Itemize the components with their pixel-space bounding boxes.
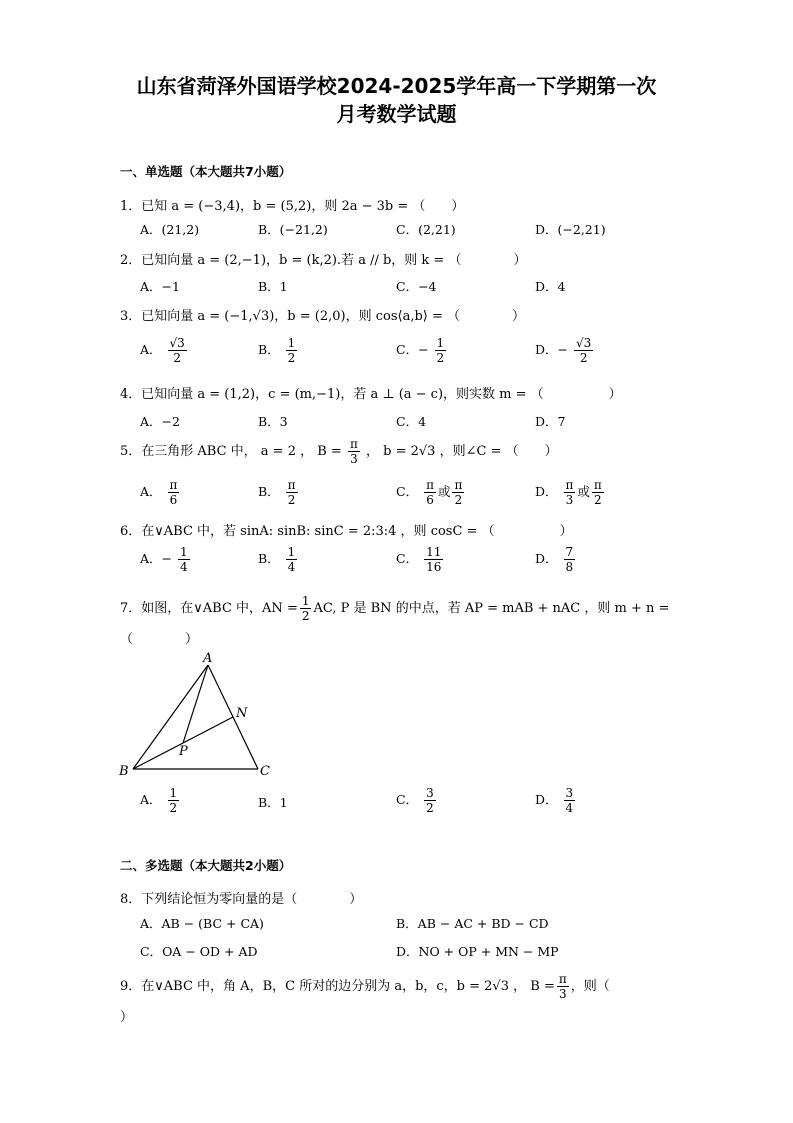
q7-stem-a: 7．如图，在∨ABC 中，AN =: [120, 601, 298, 616]
q3-d-num: √3: [576, 336, 592, 350]
q6-b-letter: B．: [258, 551, 280, 566]
q5-d1-num: π: [565, 478, 574, 492]
q5-c1-num: π: [426, 478, 434, 492]
q7-a-letter: A．: [140, 792, 162, 807]
q5-d-fraction-2: [592, 478, 604, 507]
q6-b-fraction: [286, 545, 298, 574]
q5-c2-num: π: [454, 478, 463, 492]
q2-option-b: B．1: [258, 279, 288, 294]
q3-a-letter: A．: [140, 342, 162, 357]
question-3-stem: 3．已知向量 a = (−1,√3)，b = (2,0)，则 cos⟨a,b⟩ = （ ）: [120, 309, 526, 324]
question-2-stem: 2．已知向量 a = (2,−1)，b = (k,2).若 a // b，则 k = （ ）: [120, 253, 527, 268]
q8-option-a: A．AB − (BC + CA): [140, 916, 264, 931]
q3-option-d: [535, 336, 595, 365]
q9-stem-num: π: [558, 972, 567, 986]
question-8-stem: 8．下列结论恒为零向量的是（ ）: [120, 892, 363, 907]
q4-option-d: D．7: [535, 414, 566, 429]
q5-b-fraction: [286, 478, 298, 507]
q5-d2-den: 2: [594, 493, 602, 507]
q7-c-den: 2: [426, 801, 434, 815]
q7-c-fraction: [424, 786, 436, 815]
q6-option-a: [140, 545, 192, 574]
q7-d-fraction: [564, 786, 576, 815]
q3-c-num: 1: [436, 336, 445, 350]
q6-b-num: 1: [287, 545, 296, 559]
side-ab: [133, 665, 208, 769]
q5-d-letter: D．: [535, 484, 558, 499]
q5-option-b: [258, 478, 300, 507]
q2-option-a: A．−1: [140, 279, 180, 294]
q5-d-or: 或: [577, 484, 590, 499]
q7-a-fraction: [168, 786, 180, 815]
q3-d-den: 2: [579, 351, 588, 365]
q7-stem-num: 1: [301, 594, 310, 608]
question-6-stem: 6．在∨ABC 中，若 sinA: sinB: sinC = 2:3:4 ，则 cosC = （ ）: [120, 524, 573, 539]
q5-stem-fraction: [348, 437, 360, 466]
q3-b-letter: B．: [258, 342, 280, 357]
q5-d2-num: π: [593, 478, 602, 492]
q7-a-den: 2: [169, 801, 178, 815]
q3-c-minus: −: [418, 342, 429, 357]
q6-c-letter: C．: [396, 551, 419, 566]
q7-d-den: 4: [565, 801, 574, 815]
q5-c1-den: 6: [426, 493, 434, 507]
q5-c-fraction-1: [424, 478, 436, 507]
question-1-stem: 1．已知 a = (−3,4)，b = (5,2)，则 2a − 3b = （ ）: [120, 199, 465, 214]
q7-d-letter: D．: [535, 792, 558, 807]
q8-option-b: B．AB − AC + BD − CD: [396, 916, 549, 931]
q8-option-d: D．NO + OP + MN − MP: [396, 944, 559, 959]
q2-option-d: D．4: [535, 279, 566, 294]
q6-option-d: [535, 545, 577, 574]
q7-stem-b: AC, P 是 BN 的中点，若 AP = mAB + nAC ，则 m + n =: [313, 601, 670, 616]
q1-option-b: B．(−21,2): [258, 222, 328, 237]
q3-d-minus: −: [557, 342, 569, 357]
q6-a-letter: A．: [140, 551, 162, 566]
q6-c-fraction: [424, 545, 443, 574]
q9-stem-den: 3: [558, 987, 567, 1001]
q6-a-num: 1: [180, 545, 188, 559]
q3-a-fraction: [168, 336, 187, 365]
q5-c-fraction-2: [452, 478, 464, 507]
q6-d-den: 8: [565, 560, 574, 574]
q3-b-fraction: [286, 336, 298, 365]
q3-b-num: 1: [287, 336, 296, 350]
q3-option-c: [396, 336, 448, 365]
q6-c-den: 16: [426, 560, 442, 574]
q5-a-num: π: [169, 478, 178, 492]
q5-d-fraction-1: [564, 478, 576, 507]
q2-option-c: C．−4: [396, 279, 437, 294]
label-n: N: [236, 706, 248, 721]
q6-option-b: [258, 545, 299, 574]
section-multiple-choice: 二、多选题（本大题共2小题）: [120, 858, 292, 873]
q7-a-num: 1: [169, 786, 178, 800]
q5-c-or: 或: [437, 484, 451, 499]
q4-option-c: C．4: [396, 414, 427, 429]
q8-option-c: C．OA − OD + AD: [140, 944, 258, 959]
section-single-choice: 一、单选题（本大题共7小题）: [120, 164, 292, 179]
q4-option-b: B．3: [258, 414, 288, 429]
q3-d-letter: D．: [535, 342, 558, 357]
q5-b-letter: B．: [258, 484, 280, 499]
question-9-close-paren: ）: [120, 1010, 134, 1025]
q5-c2-den: 2: [454, 493, 463, 507]
q6-a-minus: −: [161, 551, 173, 566]
q3-d-fraction: [574, 336, 593, 365]
q5-a-den: 6: [169, 493, 178, 507]
q3-a-num: √3: [169, 336, 185, 350]
q5-b-den: 2: [287, 493, 296, 507]
q4-option-a: A．−2: [140, 414, 180, 429]
q7-stem-fraction: [300, 594, 312, 623]
label-c: C: [260, 764, 270, 779]
q9-stem-a: 9．在∨ABC 中，角 A，B，C 所对的边分别为 a，b，c，b = 2√3 ， B =: [120, 979, 555, 994]
q7-c-num: 3: [426, 786, 434, 800]
q6-option-c: [396, 545, 445, 574]
q6-d-fraction: [564, 545, 576, 574]
q7-option-a: [140, 786, 181, 815]
q5-d1-den: 3: [565, 493, 574, 507]
q6-c-num: 11: [426, 545, 442, 559]
q7-c-letter: C．: [396, 792, 419, 807]
q3-b-den: 2: [287, 351, 296, 365]
q6-a-fraction: [178, 545, 190, 574]
q1-option-d: D．(−2,21): [535, 222, 606, 237]
q5-stem-den: 3: [350, 452, 358, 466]
q6-d-letter: D．: [535, 551, 558, 566]
q7-option-b: B．1: [258, 795, 288, 810]
q5-a-letter: A．: [140, 484, 162, 499]
q9-stem-b: ，则（: [570, 979, 610, 994]
q9-stem-fraction: [557, 972, 569, 1001]
q7-option-d: [535, 786, 577, 815]
q7-option-c: [396, 786, 438, 815]
q3-c-letter: C．: [396, 342, 419, 357]
q5-option-d: [535, 478, 606, 507]
q5-stem-b: ， b = 2√3 ，则∠C = （ ）: [366, 444, 558, 459]
triangle-figure: [115, 648, 285, 783]
q3-a-den: 2: [173, 351, 181, 365]
q6-a-den: 4: [180, 560, 188, 574]
q5-stem-num: π: [349, 437, 358, 451]
q3-c-fraction: [435, 336, 447, 365]
question-5-stem: [120, 437, 558, 466]
q5-c-letter: C．: [396, 484, 419, 499]
q1-option-c: C．(2,21): [396, 222, 456, 237]
doc-title-line1: 山东省菏泽外国语学校2024-2025学年高一下学期第一次: [136, 74, 657, 98]
q7-d-num: 3: [565, 786, 574, 800]
doc-title-line2: 月考数学试题: [336, 102, 457, 126]
question-7-stem: [120, 594, 669, 623]
q5-stem-a: 5．在三角形 ABC 中， a = 2 ， B =: [120, 444, 342, 459]
question-4-stem: 4．已知向量 a = (1,2)，c = (m,−1)，若 a ⊥ (a − c)，则实数 m = （ ）: [120, 387, 622, 402]
q5-option-c: [396, 478, 466, 507]
question-9-stem: [120, 972, 610, 1001]
question-7-paren: （ ）: [120, 632, 199, 647]
q3-c-den: 2: [436, 351, 445, 365]
label-p: P: [179, 744, 188, 759]
q5-option-a: [140, 478, 181, 507]
q3-option-b: [258, 336, 299, 365]
q6-d-num: 7: [565, 545, 574, 559]
label-a: A: [203, 651, 213, 666]
q1-option-a: A．(21,2): [140, 222, 200, 237]
q5-a-fraction: [168, 478, 180, 507]
q5-b-num: π: [287, 478, 296, 492]
q7-stem-den: 2: [301, 609, 310, 623]
q3-option-a: [140, 336, 189, 365]
q6-b-den: 4: [287, 560, 296, 574]
label-b: B: [119, 764, 129, 779]
